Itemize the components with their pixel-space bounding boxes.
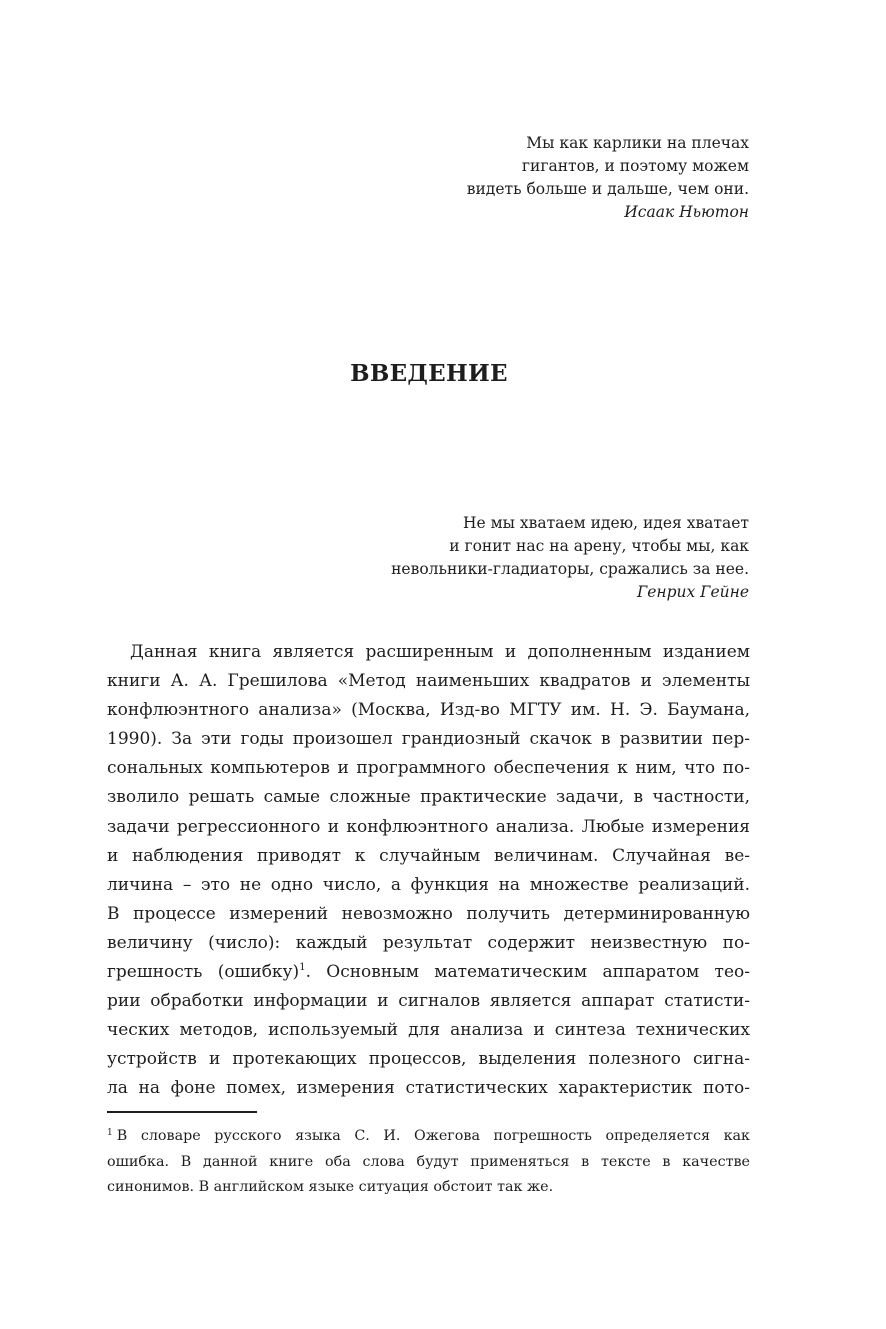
epigraph-line: невольники-гладиаторы, сражались за нее. <box>391 560 749 578</box>
body-line: Данная книга является расширенным и дополненным изданием <box>130 642 750 662</box>
body-line-start: грешность (ошибку) <box>107 962 300 983</box>
footnote-line: синонимов. В английском языке ситуация обстоит так же. <box>107 1179 554 1195</box>
body-line: рии обработки информации и сигналов является аппарат статисти- <box>107 991 750 1012</box>
body-line: книги А. А. Грешилова «Метод наименьших квадратов и элементы <box>107 671 750 692</box>
epigraph-author: Исаак Ньютон <box>624 203 749 221</box>
chapter-title: ВВЕДЕНИЕ <box>350 360 508 387</box>
footnote-divider <box>107 1111 257 1113</box>
body-line: и наблюдения приводят к случайным величинам. Случайная ве- <box>107 845 750 866</box>
epigraph-author: Генрих Гейне <box>636 583 749 601</box>
footnote-line: ошибка. В данной книге оба слова будут применяться в тексте в качестве <box>107 1153 750 1170</box>
body-line: ческих методов, используемый для анализа и синтеза технических <box>107 1020 750 1041</box>
body-line: ла на фоне помех, измерения статистических характеристик пото- <box>107 1078 750 1099</box>
body-line: 1990). За эти годы произошел грандиозный скачок в развитии пер- <box>107 729 750 750</box>
body-line: конфлюэнтного анализа» (Москва, Изд-во МГТУ им. Н. Э. Баумана, <box>107 700 750 721</box>
body-line: величину (число): каждый результат содержит неизвестную по- <box>107 932 750 953</box>
epigraph-line: и гонит нас на арену, чтобы мы, как <box>449 537 749 555</box>
body-line: личина – это не одно число, а функция на множестве реализаций. <box>107 874 750 895</box>
epigraph-line: видеть больше и дальше, чем они. <box>466 180 749 198</box>
body-line: зволило решать самые сложные практические задачи, в частности, <box>107 787 750 808</box>
epigraph-newton <box>467 132 749 224</box>
body-line-rest: . Основным математическим аппаратом тео- <box>305 962 750 983</box>
body-line: сональных компьютеров и программного обеспечения к ним, что по- <box>107 758 750 779</box>
body-line-with-footnote-ref <box>107 958 750 987</box>
epigraph-heine <box>391 512 749 604</box>
epigraph-line: гигантов, и поэтому можем <box>521 157 749 175</box>
body-line: В процессе измерений невозможно получить детерминированную <box>107 903 750 924</box>
body-paragraph <box>107 638 750 1104</box>
footnote-marker: 1 <box>107 1128 113 1138</box>
footnote-line-text: В словаре русского языка С. И. Ожегова погрешность определяется как <box>116 1128 750 1144</box>
body-line: устройств и протекающих процессов, выделения полезного сигна- <box>107 1049 750 1070</box>
footnote <box>107 1124 750 1201</box>
epigraph-line: Мы как карлики на плечах <box>526 134 749 152</box>
footnote-ref[interactable]: 1 <box>299 962 306 974</box>
body-line: задачи регрессионного и конфлюэнтного анализа. Любые измерения <box>107 816 750 837</box>
epigraph-line: Не мы хватаем идею, идея хватает <box>462 514 749 532</box>
footnote-line <box>107 1124 750 1150</box>
